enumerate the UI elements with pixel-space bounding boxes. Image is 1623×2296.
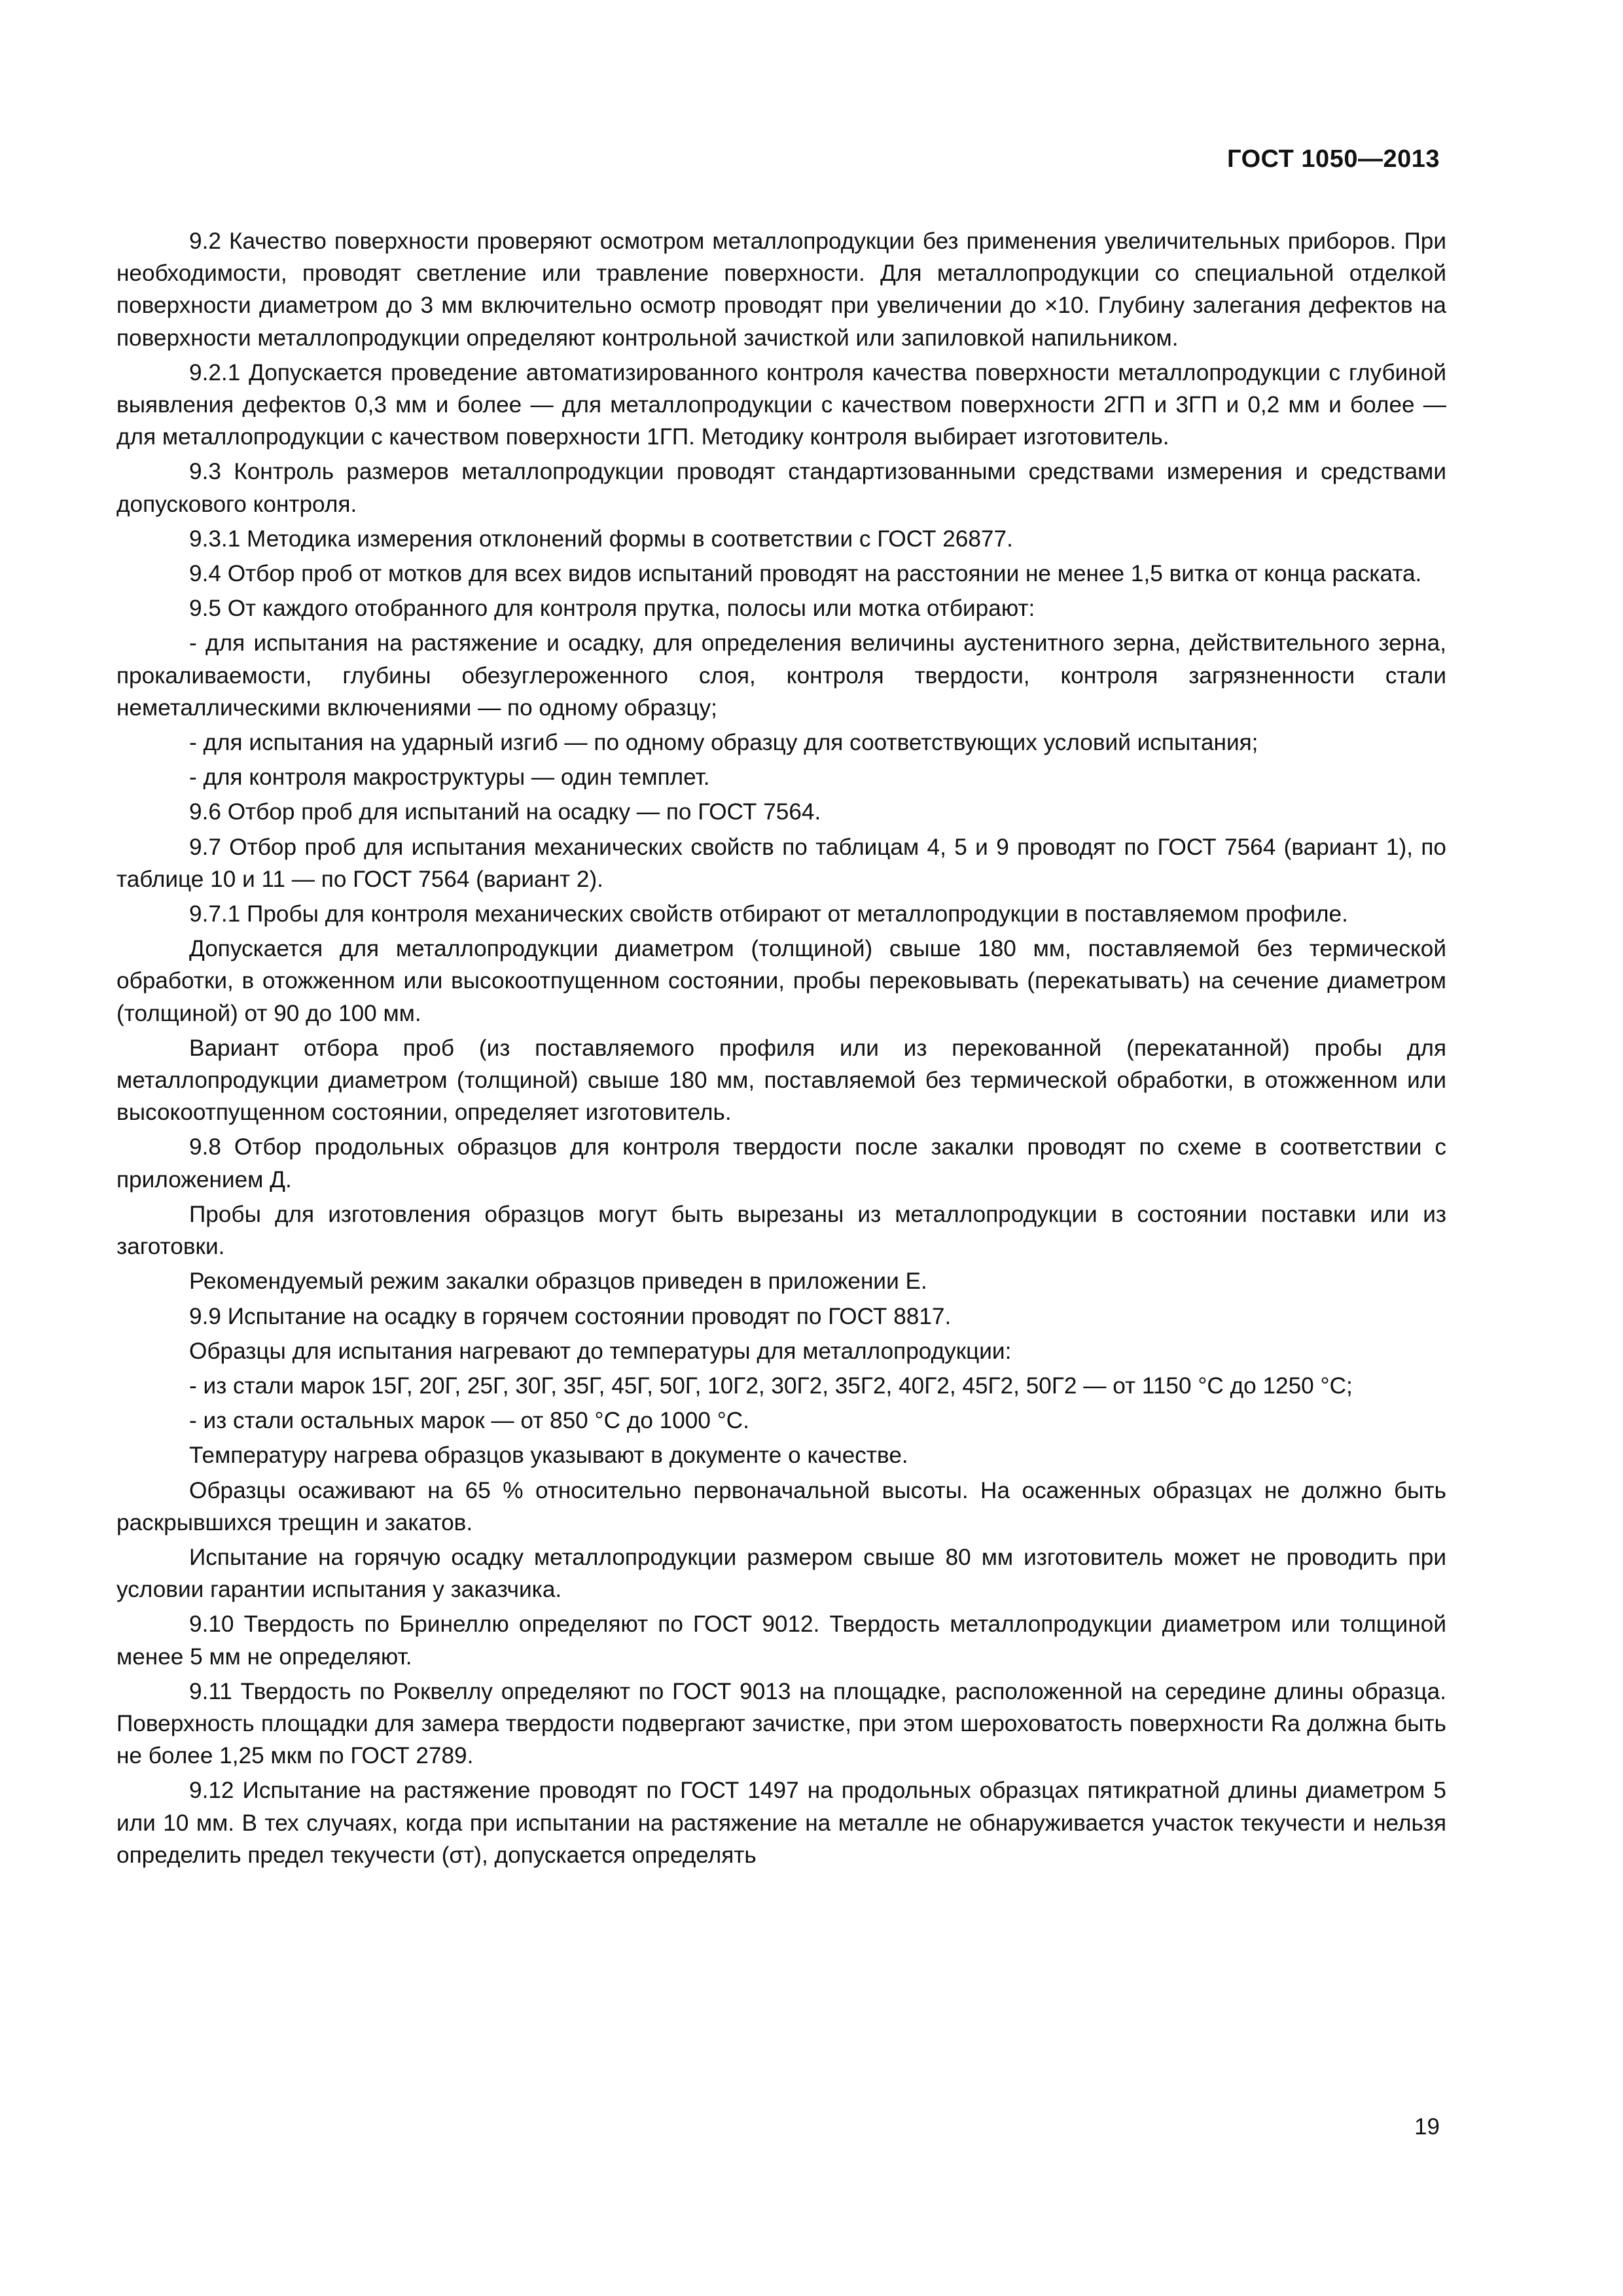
paragraph-9-4: 9.4 Отбор проб от мотков для всех видов испытаний проводят на расстоянии не менее 1,5 витка от конца раската. xyxy=(189,561,1422,587)
paragraph-sampling-variant: Вариант отбора проб (из поставляемого профиля или из перекованной (перекатанной) пробы для металлопродукции диаметром (толщиной) свыше 180 мм, поставляемой без термической обработки, в отожженном или высокоотпущенном состоянии, определяет изготовитель. xyxy=(116,1035,1446,1126)
paragraph-9-5: 9.5 От каждого отобранного для контроля прутка, полосы или мотка отбирают: xyxy=(189,596,1035,622)
document-code-header: ГОСТ 1050—2013 xyxy=(1227,145,1440,173)
paragraph-9-2-1: 9.2.1 Допускается проведение автоматизированного контроля качества поверхности металлопродукции с глубиной выявления дефектов 0,3 мм и более — для металлопродукции с качеством поверхности 2ГП и 3ГП и 0,2 мм и более — для металлопродукции с качеством поверхности 1ГП. Методику контроля выбирает изготовитель. xyxy=(116,359,1446,450)
list-item-steel-grades: - из стали марок 15Г, 20Г, 25Г, 30Г, 35Г, 45Г, 50Г, 10Г2, 30Г2, 35Г2, 40Г2, 45Г2, 50Г2 — от 1150 °С до 1250 °С; xyxy=(189,1372,1353,1399)
paragraph-reforging: Допускается для металлопродукции диаметром (толщиной) свыше 180 мм, поставляемой без термической обработки, в отожженном или высокоотпущенном состоянии, пробы перековывать (перекатывать) на сечение диаметром (толщиной) от 90 до 100 мм. xyxy=(116,936,1446,1026)
document-body xyxy=(116,225,1446,1874)
list-item-other-grades: - из стали остальных марок — от 850 °С до 1000 °С. xyxy=(189,1408,749,1434)
paragraph-9-12: 9.12 Испытание на растяжение проводят по ГОСТ 1497 на продольных образцах пятикратной длины диаметром 5 или 10 мм. В тех случаях, когда при испытании на растяжение на металле не обнаруживается участок текучести и нельзя определить предел текучести (σт), допускается определять xyxy=(116,1778,1446,1868)
paragraph-sample-source: Пробы для изготовления образцов могут быть вырезаны из металлопродукции в состоянии поставки или из заготовки. xyxy=(116,1201,1446,1260)
paragraph-9-3-1: 9.3.1 Методика измерения отклонений формы в соответствии с ГОСТ 26877. xyxy=(189,526,1013,552)
paragraph-heating: Образцы для испытания нагревают до температуры для металлопродукции: xyxy=(189,1338,1012,1364)
paragraph-hot-upsetting: Испытание на горячую осадку металлопродукции размером свыше 80 мм изготовитель может не проводить при условии гарантии испытания у заказчика. xyxy=(116,1544,1446,1603)
list-item-impact-test: - для испытания на ударный изгиб — по одному образцу для соответствующих условий испытания; xyxy=(189,730,1258,756)
paragraph-quench-mode: Рекомендуемый режим закалки образцов приведен в приложении Е. xyxy=(189,1268,927,1295)
paragraph-9-9: 9.9 Испытание на осадку в горячем состоянии проводят по ГОСТ 8817. xyxy=(189,1303,952,1329)
paragraph-9-8: 9.8 Отбор продольных образцов для контроля твердости после закалки проводят по схеме в соответствии с приложением Д. xyxy=(116,1134,1446,1193)
paragraph-upsetting: Образцы осаживают на 65 % относительно первоначальной высоты. На осаженных образцах не должно быть раскрывшихся трещин и закатов. xyxy=(116,1477,1446,1535)
paragraph-heating-temperature: Температуру нагрева образцов указывают в документе о качестве. xyxy=(189,1443,908,1469)
paragraph-9-7-1: 9.7.1 Пробы для контроля механических свойств отбирают от металлопродукции в поставляемом профиле. xyxy=(189,901,1348,927)
paragraph-9-2: 9.2 Качество поверхности проверяют осмотром металлопродукции без применения увеличительных приборов. При необходимости, проводят светление или травление поверхности. Для металлопродукции со специальной отделкой поверхности диаметром до 3 мм включительно осмотр проводят при увеличении до ×10. Глубину залегания дефектов на поверхности металлопродукции определяют контрольной зачисткой или запиловкой напильником. xyxy=(116,228,1446,351)
paragraph-9-7: 9.7 Отбор проб для испытания механических свойств по таблицам 4, 5 и 9 проводят по ГОСТ 7564 (вариант 1), по таблице 10 и 11 — по ГОСТ 7564 (вариант 2). xyxy=(116,834,1446,892)
list-item-tension-test: - для испытания на растяжение и осадку, для определения величины аустенитного зерна, действительного зерна, прокаливаемости, глубины обезуглероженного слоя, контроля твердости, контроля загрязненности стали неметаллическими включениями — по одному образцу; xyxy=(116,630,1446,721)
paragraph-9-3: 9.3 Контроль размеров металлопродукции проводят стандартизованными средствами измерения и средствами допускового контроля. xyxy=(116,459,1446,517)
paragraph-9-6: 9.6 Отбор проб для испытаний на осадку — по ГОСТ 7564. xyxy=(189,799,821,825)
paragraph-9-11: 9.11 Твердость по Роквеллу определяют по ГОСТ 9013 на площадке, расположенной на середине длины образца. Поверхность площадки для замера твердости подвергают зачистке, при этом шероховатость поверхности Ra должна быть не более 1,25 мкм по ГОСТ 2789. xyxy=(116,1678,1446,1769)
list-item-macrostructure: - для контроля макроструктуры — один темплет. xyxy=(189,764,710,791)
page-number: 19 xyxy=(1414,2114,1440,2140)
paragraph-9-10: 9.10 Твердость по Бринеллю определяют по ГОСТ 9012. Твердость металлопродукции диаметром или толщиной менее 5 мм не определяют. xyxy=(116,1611,1446,1670)
